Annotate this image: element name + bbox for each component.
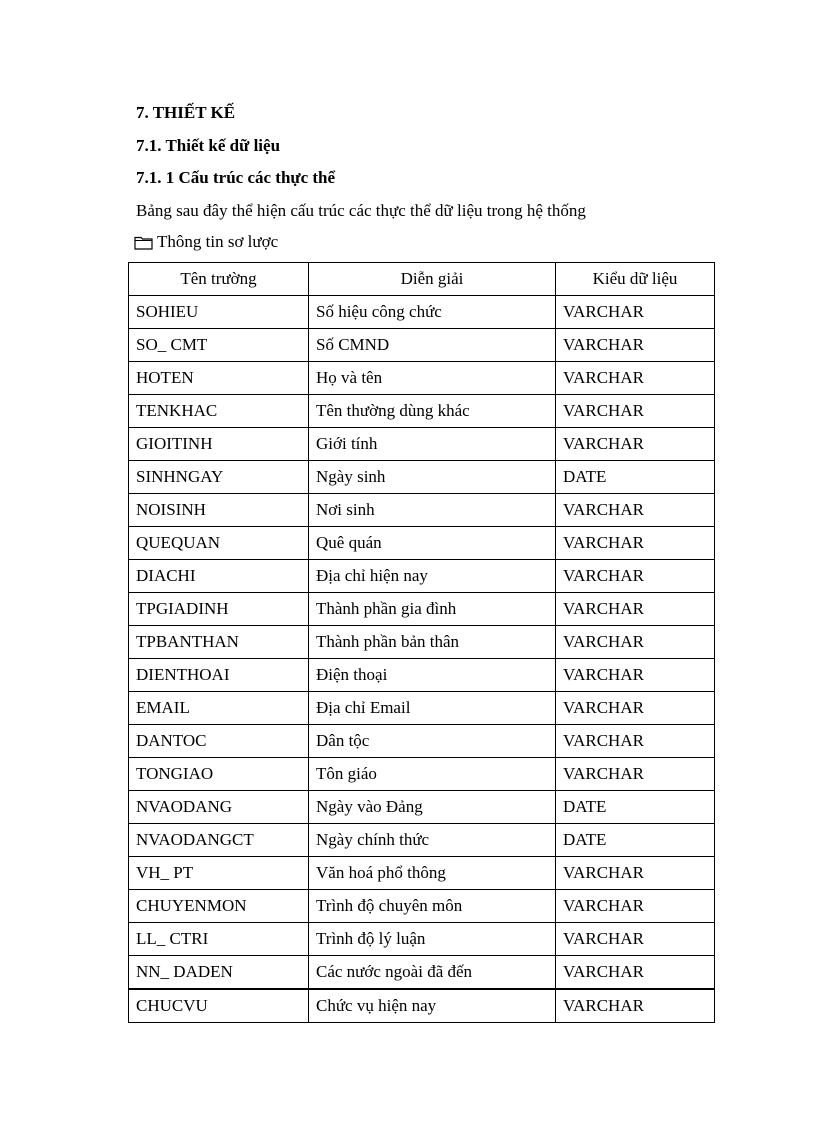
description-cell: Địa chỉ hiện nay xyxy=(309,560,556,593)
table-header-row xyxy=(129,263,715,296)
table-row xyxy=(129,923,715,956)
data-type-cell: VARCHAR xyxy=(556,626,715,659)
field-name-cell: SO_ CMT xyxy=(129,329,309,362)
field-name-cell: NN_ DADEN xyxy=(129,956,309,990)
table-row xyxy=(129,362,715,395)
table-row xyxy=(129,329,715,362)
description-cell: Ngày vào Đảng xyxy=(309,791,556,824)
field-name-cell: NVAODANGCT xyxy=(129,824,309,857)
data-type-cell: VARCHAR xyxy=(556,725,715,758)
description-cell: Chức vụ hiện nay xyxy=(309,989,556,1023)
section-heading: 7. THIẾT KẾ xyxy=(136,103,236,122)
field-name-cell: TENKHAC xyxy=(129,395,309,428)
data-type-cell: DATE xyxy=(556,824,715,857)
description-cell: Điện thoại xyxy=(309,659,556,692)
data-type-cell: VARCHAR xyxy=(556,659,715,692)
table-row xyxy=(129,824,715,857)
folder-icon xyxy=(134,235,153,250)
table-row xyxy=(129,626,715,659)
data-type-cell: DATE xyxy=(556,791,715,824)
table-row xyxy=(129,560,715,593)
field-name-cell: NOISINH xyxy=(129,494,309,527)
field-name-cell: TPBANTHAN xyxy=(129,626,309,659)
description-cell: Tôn giáo xyxy=(309,758,556,791)
data-type-cell: VARCHAR xyxy=(556,890,715,923)
table-row xyxy=(129,659,715,692)
table-row xyxy=(129,857,715,890)
data-type-cell: VARCHAR xyxy=(556,362,715,395)
table-row xyxy=(129,890,715,923)
description-cell: Thành phần bản thân xyxy=(309,626,556,659)
field-name-cell: DANTOC xyxy=(129,725,309,758)
field-name-cell: NVAODANG xyxy=(129,791,309,824)
table-row xyxy=(129,758,715,791)
field-name-cell: SINHNGAY xyxy=(129,461,309,494)
data-type-cell: VARCHAR xyxy=(556,758,715,791)
field-name-cell: DIENTHOAI xyxy=(129,659,309,692)
caption-text: Thông tin sơ lược xyxy=(157,232,279,251)
description-cell: Trình độ lý luận xyxy=(309,923,556,956)
description-cell: Tên thường dùng khác xyxy=(309,395,556,428)
data-type-cell: VARCHAR xyxy=(556,494,715,527)
field-name-cell: GIOITINH xyxy=(129,428,309,461)
table-row xyxy=(129,725,715,758)
description-cell: Thành phần gia đình xyxy=(309,593,556,626)
data-type-cell: VARCHAR xyxy=(556,989,715,1023)
column-header-data-type: Kiểu dữ liệu xyxy=(556,263,715,296)
description-cell: Số CMND xyxy=(309,329,556,362)
data-type-cell: VARCHAR xyxy=(556,923,715,956)
description-cell: Quê quán xyxy=(309,527,556,560)
intro-paragraph: Bảng sau đây thể hiện cấu trúc các thực thể dữ liệu trong hệ thống xyxy=(136,201,586,220)
table-row xyxy=(129,461,715,494)
data-type-cell: VARCHAR xyxy=(556,956,715,990)
table-row xyxy=(129,395,715,428)
data-type-cell: VARCHAR xyxy=(556,296,715,329)
description-cell: Các nước ngoài đã đến xyxy=(309,956,556,990)
column-header-description: Diễn giải xyxy=(309,263,556,296)
description-cell: Ngày chính thức xyxy=(309,824,556,857)
field-name-cell: QUEQUAN xyxy=(129,527,309,560)
field-name-cell: HOTEN xyxy=(129,362,309,395)
subsection-heading: 7.1. Thiết kế dữ liệu xyxy=(136,136,281,155)
field-name-cell: TPGIADINH xyxy=(129,593,309,626)
column-header-field-name: Tên trường xyxy=(129,263,309,296)
description-cell: Họ và tên xyxy=(309,362,556,395)
data-type-cell: DATE xyxy=(556,461,715,494)
table-row xyxy=(129,428,715,461)
data-type-cell: VARCHAR xyxy=(556,329,715,362)
table-row xyxy=(129,989,715,1023)
description-cell: Ngày sinh xyxy=(309,461,556,494)
description-cell: Số hiệu công chức xyxy=(309,296,556,329)
data-type-cell: VARCHAR xyxy=(556,428,715,461)
data-type-cell: VARCHAR xyxy=(556,857,715,890)
description-cell: Dân tộc xyxy=(309,725,556,758)
description-cell: Địa chỉ Email xyxy=(309,692,556,725)
table-row xyxy=(129,791,715,824)
field-name-cell: EMAIL xyxy=(129,692,309,725)
field-name-cell: CHUYENMON xyxy=(129,890,309,923)
description-cell: Trình độ chuyên môn xyxy=(309,890,556,923)
data-type-cell: VARCHAR xyxy=(556,560,715,593)
table-row xyxy=(129,956,715,990)
data-type-cell: VARCHAR xyxy=(556,593,715,626)
table-row xyxy=(129,527,715,560)
field-name-cell: DIACHI xyxy=(129,560,309,593)
data-type-cell: VARCHAR xyxy=(556,395,715,428)
description-cell: Văn hoá phổ thông xyxy=(309,857,556,890)
table-row xyxy=(129,296,715,329)
table-row xyxy=(129,692,715,725)
table-caption xyxy=(134,232,278,252)
entity-structure-table xyxy=(128,262,715,1023)
field-name-cell: CHUCVU xyxy=(129,989,309,1023)
field-name-cell: VH_ PT xyxy=(129,857,309,890)
data-type-cell: VARCHAR xyxy=(556,527,715,560)
description-cell: Nơi sinh xyxy=(309,494,556,527)
field-name-cell: LL_ CTRI xyxy=(129,923,309,956)
table-row xyxy=(129,593,715,626)
sub-subsection-heading: 7.1. 1 Cấu trúc các thực thể xyxy=(136,168,336,187)
table-row xyxy=(129,494,715,527)
field-name-cell: TONGIAO xyxy=(129,758,309,791)
description-cell: Giới tính xyxy=(309,428,556,461)
data-type-cell: VARCHAR xyxy=(556,692,715,725)
field-name-cell: SOHIEU xyxy=(129,296,309,329)
